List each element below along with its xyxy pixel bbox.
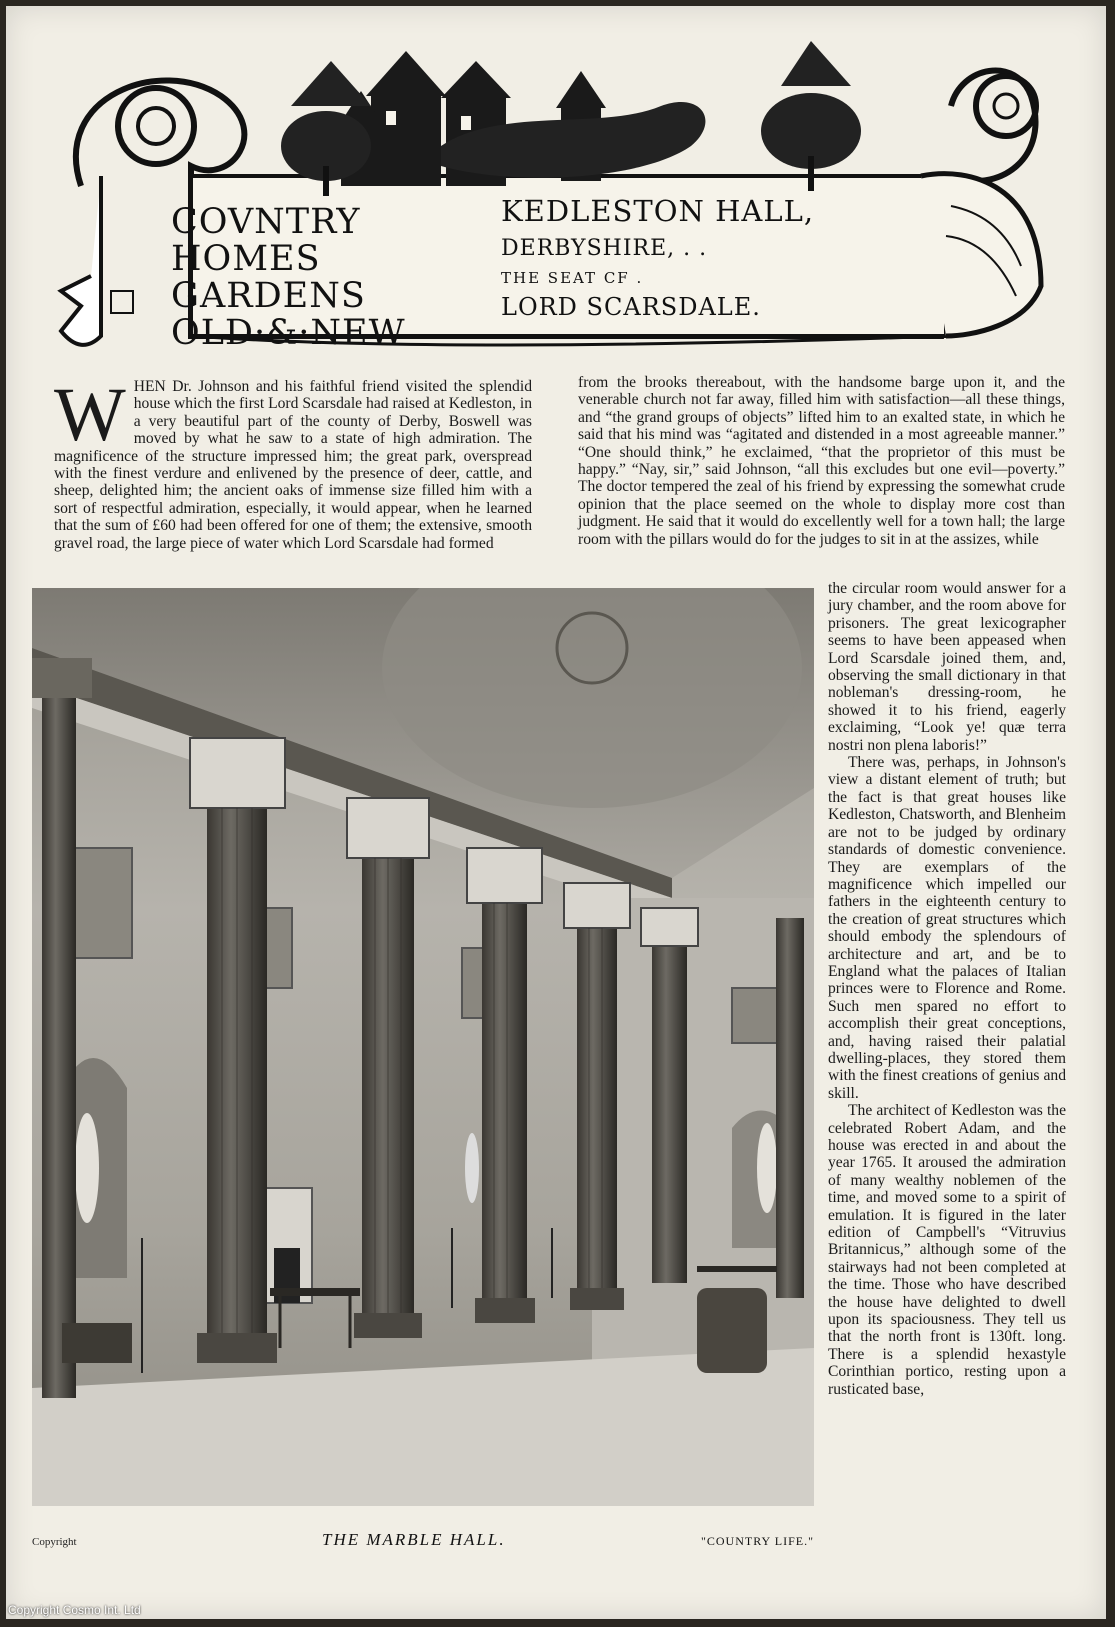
column-3-paragraph: the circular room would answer for a jury chamber, and the room above for prisoners. The great lexicographer seems to have been appeased when Lord Scarsdale joined them, and, observing the small dictionary in that nobleman's dressing-room, he showed it to his friend, eagerly exclaiming, “Look ye! quæ terra nostri non plena laboris!” — [828, 580, 1066, 754]
photo-caption-row — [32, 1530, 814, 1554]
article-column-1 — [54, 373, 532, 552]
series-title-line: COVNTRY — [171, 202, 361, 242]
series-title-line: OLD·&·NEW — [171, 313, 406, 353]
column-3-paragraph: There was, perhaps, in Johnson's view a distant element of truth; but the fact is that great houses like Kedleston, Chatsworth, and Blenheim are not to be judged by ordinary standards of domestic convenience. They are exemplars of the magnificence which impelled our fathers in the eighteenth century to the creation of great structures which should embody the splendours of architecture and art, and be to England what the palaces of Italian princes were to Florence and Rome. Such men spared no effort to accomplish their great conceptions, and, having raised their palatial dwelling-places, they stored them with the finest creations of genius and skill. — [828, 754, 1066, 1102]
article-column-2: from the brooks thereabout, with the handsome barge upon it, and the venerable church not far away, filled him with satisfaction—all these things, and “the grand groups of objects” lifted him to an exalted state, in which he said that his mind was “agitated and distended in a most agreeable manner.” “One should think,” he exclaimed, “that the proprietor of this must be happy.” “Nay, sir,” said Johnson, “all this excludes but one evil—poverty.” The doctor tempered the zeal of his friend by expressing the somewhat crude opinion that the place seemed on the whole to display more cost than judgment. He said that it would do excellently well for a town hall; the large room with the pillars would do for the judges to sit in at the assizes, while — [578, 374, 1065, 548]
magazine-page — [6, 6, 1106, 1619]
series-title-line: GARDENS — [171, 276, 366, 316]
photo-copyright: Copyright — [32, 1536, 77, 1548]
photo-caption: THE MARBLE HALL. — [322, 1530, 506, 1549]
drop-cap: W — [54, 373, 126, 457]
masthead-banner — [41, 36, 1081, 366]
seller-watermark: Copyright Cosmo Int. Ltd — [8, 1603, 141, 1617]
photo-credit: "COUNTRY LIFE." — [700, 1534, 814, 1548]
article-heading — [501, 194, 921, 321]
seat-of-label: THE SEAT CF . — [501, 269, 644, 287]
marble-hall-illustration — [32, 588, 814, 1506]
marble-hall-photograph — [32, 588, 814, 1506]
county-name: DERBYSHIRE, . . — [501, 236, 708, 261]
series-title — [171, 204, 471, 352]
owner-name: LORD SCARSDALE. — [501, 293, 761, 321]
column-3-paragraph: The architect of Kedleston was the celebrated Robert Adam, and the house was erected in and about the year 1765. It aroused the admiration of many wealthy noblemen of the time, and moved some to a spirit of emulation. It is figured in the later edition of Campbell's “Vitruvius Britannicus,” although some of the stairways had not been completed at the time. Those who have described the house have delighted to dwell upon its spaciousness. They tell us that the north front is 130ft. long. There is a splendid hexastyle Corinthian portico, resting upon a rusticated base, — [828, 1102, 1066, 1398]
house-name: KEDLESTON HALL, — [501, 194, 815, 228]
column-1-text: HEN Dr. Johnson and his faithful friend visited the splendid house which the first Lord Scarsdale had raised at Kedleston, in a very beautiful part of the county of Derby, Boswell was moved by what he saw to a state of high admiration. The magnificence of the structure impressed him; the great park, overspread with the finest verdure and enlivened by the presence of deer, cattle, and sheep, delighted him; the ancient oaks of immense size filled him with a sort of respectful admiration, especially, it would appear, when he learned that the sum of £60 had been offered for one of them; the extensive, smooth gravel road, the large piece of water which Lord Scarsdale had formed — [54, 378, 532, 552]
article-column-3 — [828, 580, 1066, 1398]
series-title-line: HOMES — [171, 239, 321, 279]
